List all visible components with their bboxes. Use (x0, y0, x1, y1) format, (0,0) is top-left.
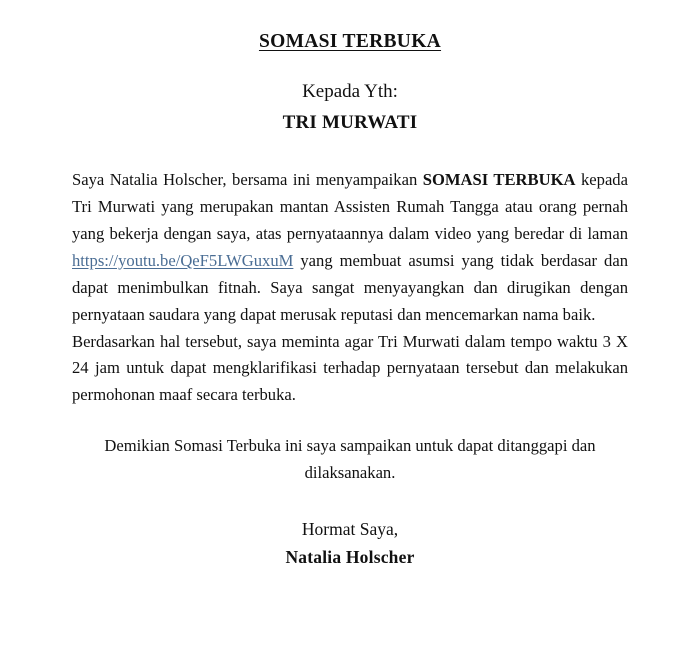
page-title: SOMASI TERBUKA (258, 31, 442, 52)
closing-statement: Demikian Somasi Terbuka ini saya sampaikan untuk dapat ditanggapi dan dilaksanakan. (104, 436, 596, 483)
body-block (72, 167, 628, 409)
body-text-segment-1: Saya Natalia Holscher, bersama ini menyampaikan (72, 170, 423, 190)
body-text-segment-3: yang membuat asumsi yang tidak berdasar dan dapat menimbulkan fitnah. Saya sangat menyayangkan dan dirugikan dengan pernyataan saudara yang dapat merusak reputasi dan mencemarkan nama baik. (72, 250, 628, 324)
signature-name: Natalia Holscher (285, 547, 415, 568)
addressee-salutation: Kepada Yth: (302, 81, 398, 103)
signature-block (0, 517, 700, 571)
youtube-video-link[interactable]: https://youtu.be/QeF5LWGuxuM (72, 250, 294, 270)
addressee-block (0, 79, 700, 137)
body-paragraph-1 (72, 167, 628, 328)
signature-salutation: Hormat Saya, (301, 518, 399, 539)
body-emphasis-somasi-terbuka: SOMASI TERBUKA (422, 170, 576, 190)
body-text-segment-2: kepada Tri Murwati yang merupakan mantan Assisten Rumah Tangga atau orang pernah yang bekerja dengan saya, atas pernyataannya dalam video yang beredar di laman (72, 170, 628, 244)
addressee-name: TRI MURWATI (282, 112, 418, 134)
body-paragraph-2: Berdasarkan hal tersebut, saya meminta agar Tri Murwati dalam tempo waktu 3 X 24 jam untuk dapat mengklarifikasi terhadap pernyataan tersebut dan melakukan permohonan maaf secara terbuka. (72, 331, 628, 405)
